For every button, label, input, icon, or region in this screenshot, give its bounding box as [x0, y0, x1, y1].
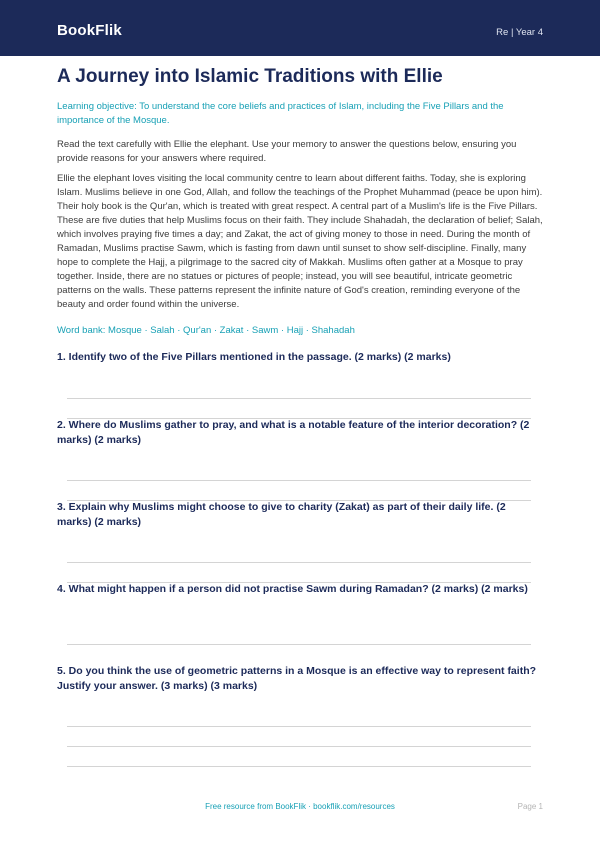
page-number: Page 1 [517, 802, 543, 811]
reading-passage: Ellie the elephant loves visiting the local community centre to learn about different faiths. Today, she is exploring Islam. Muslims believe in one God, Allah, and follow the teachings of the Prophet Muhammad (peace be upon him). Their holy book is the Qur'an, which is treated with great respect. A central part of a Muslim's life is the Five Pillars. These are five duties that help Muslims focus on their faith. They include Shahadah, the declaration of belief; Salah, which involves praying five times a day; and Zakat, the act of giving money to those in need. During the month of Ramadan, Muslims practise Sawm, which is fasting from dawn until sunset to show self-discipline. Finally, many hope to complete the Hajj, a pilgrimage to the sacred city of Makkah. Muslims often gather at a Mosque to pray together. Inside, there are no statues or pictures of people; instead, you will see beautiful, intricate geometric patterns on the walls. These patterns represent the infinite nature of God's creation, reminding everyone of the beauty and order found within the universe. [57, 173, 543, 310]
page-footer [0, 802, 600, 816]
answer-line[interactable] [67, 480, 531, 481]
page-title: A Journey into Islamic Traditions with Ellie [57, 66, 443, 87]
learning-objective: Learning objective: To understand the core beliefs and practices of Islam, including the Five Pillars and the importance of the Mosque. [57, 101, 504, 126]
page-header [0, 0, 600, 56]
instructions: Read the text carefully with Ellie the elephant. Use your memory to answer the questions below, ensuring you provide reasons for your answers where required. [57, 139, 517, 164]
answer-line[interactable] [67, 562, 531, 563]
answer-line[interactable] [67, 644, 531, 645]
question-4 [57, 582, 543, 597]
subject-year-label: Re | Year 4 [496, 27, 543, 38]
worksheet-intro [57, 66, 543, 338]
question-text: 3. Explain why Muslims might choose to give to charity (Zakat) as part of their daily life. (2 marks) (2 marks) [57, 501, 506, 528]
question-3 [57, 500, 543, 530]
answer-line[interactable] [67, 766, 531, 767]
question-text: 4. What might happen if a person did not practise Sawm during Ramadan? (2 marks) (2 marks) [57, 583, 528, 595]
answer-line[interactable] [67, 726, 531, 727]
question-1 [57, 350, 543, 365]
question-text: 2. Where do Muslims gather to pray, and what is a notable feature of the interior decoration? (2 marks) (2 marks) [57, 419, 530, 446]
answer-line[interactable] [67, 398, 531, 399]
word-bank: Word bank: Mosque · Salah · Qur'an · Zakat · Sawm · Hajj · Shahadah [57, 325, 355, 336]
answer-line[interactable] [67, 746, 531, 747]
brand-logo[interactable]: BookFlik [57, 22, 122, 39]
footer-source-link[interactable]: Free resource from BookFlik · bookflik.com/resources [205, 802, 395, 811]
question-text: 5. Do you think the use of geometric patterns in a Mosque is an effective way to represent faith? Justify your answer. (3 marks) (3 marks) [57, 665, 537, 692]
question-5 [57, 664, 543, 694]
question-text: 1. Identify two of the Five Pillars mentioned in the passage. (2 marks) (2 marks) [57, 351, 451, 363]
question-2 [57, 418, 543, 448]
